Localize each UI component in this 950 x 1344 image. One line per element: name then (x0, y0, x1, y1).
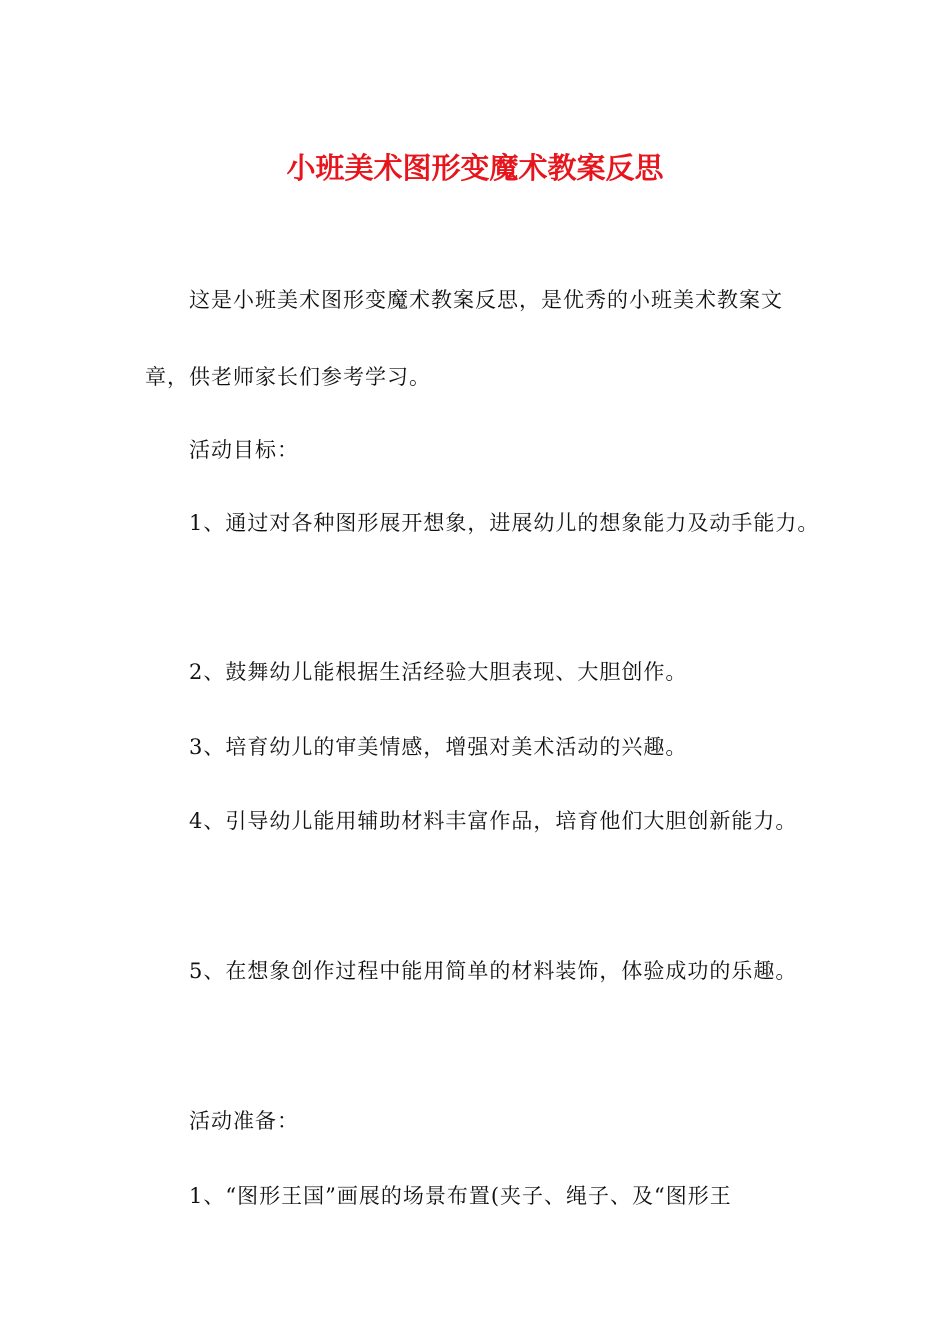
prep-item-1: 1、“图形王国”画展的场景布置(夹子、绳子、及“图形王 (189, 1184, 732, 1208)
goal-item-1: 1、通过对各种图形展开想象，进展幼儿的想象能力及动手能力。 (189, 511, 820, 535)
goal-item-5: 5、在想象创作过程中能用简单的材料装饰，体验成功的乐趣。 (189, 959, 798, 983)
intro-paragraph-line-1: 这是小班美术图形变魔术教案反思，是优秀的小班美术教案文 (189, 288, 783, 312)
goals-heading: 活动目标： (189, 438, 299, 462)
prep-heading: 活动准备： (189, 1109, 299, 1133)
goal-item-3: 3、培育幼儿的审美情感，增强对美术活动的兴趣。 (189, 735, 688, 759)
goal-item-4: 4、引导幼儿能用辅助材料丰富作品，培育他们大胆创新能力。 (189, 809, 798, 833)
intro-paragraph-line-2: 章，供老师家长们参考学习。 (145, 365, 431, 389)
goal-item-2: 2、鼓舞幼儿能根据生活经验大胆表现、大胆创作。 (189, 660, 688, 684)
document-title: 小班美术图形变魔术教案反思 (286, 151, 664, 185)
